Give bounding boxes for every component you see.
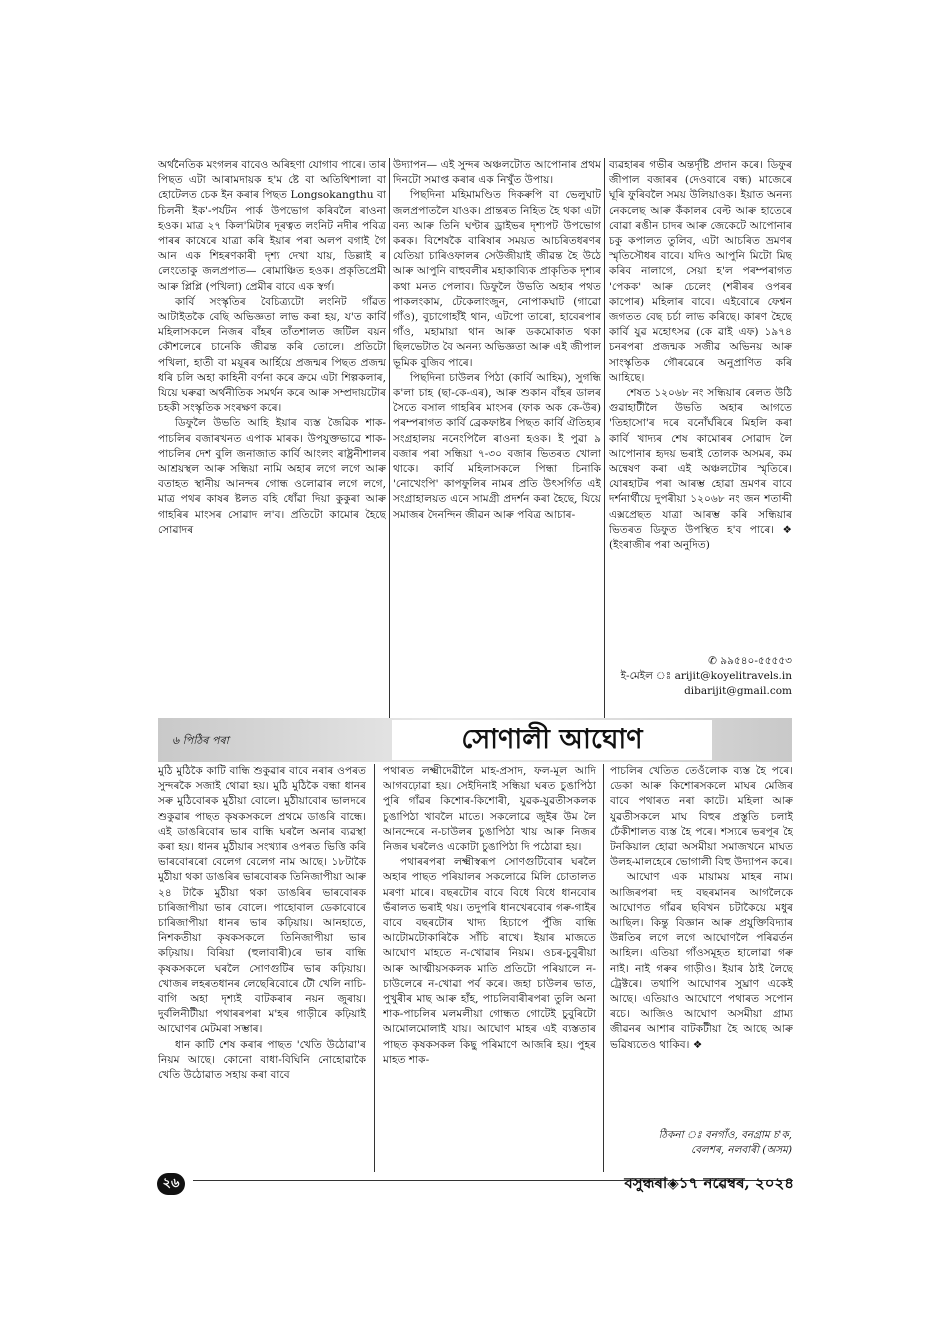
paragraph: ডিফুলৈ উভতি আহি ইয়াৰ ব্যস্ত জৈৱিক শাক-পাচলিৰ বজাৰখনত এপাক মাৰক। উপযুক্তভাৱে শাক-পাচলিৰ দেশ বুলি জনাজাত কাৰ্বি আংলং ৰাষ্ট্ৰনীশালৰ আশ্ৰয়স্থল আৰু সন্ধিয়া নামি অহাৰ লগে লগে আৰু বতাহত স্থানীয় আনন্দৰ গোন্ধ ওলোৱাৰ লগে লগে, মাত্ৰ পথৰ কাষৰ ষ্টলত বহি ধোঁৱা দিয়া কুকুৰা আৰু গাহৰিৰ মাংসৰ সোৱাদ ল'ব। প্ৰতিটো কামোৰ হৈছে সোৱাদৰ <box>158 417 386 536</box>
article-banner <box>158 718 792 762</box>
phone-number: ✆ ৯৯৫৪০-৫৫৫৫৩ <box>708 655 792 667</box>
article-title: সোণালী আঘোণ <box>392 720 712 760</box>
paragraph: ধান কাটি শেষ কৰাৰ পাছত 'খেতি উঠোৱা'ৰ নিয়ম আছে। কোনো বাধা-বিঘিনি নোহোৱাকৈ খেতি উঠোৱাত সহায় কৰা বাবে <box>158 1038 366 1082</box>
paragraph: পাচলিৰ খেতিত তেওঁলোক ব্যস্ত হৈ পৰে। ডেকা আৰু কিশোৰসকলে মাঘৰ মেজিৰ বাবে পথাৰত নৰা কাটে। মহিলা আৰু যুৱতীসকলে মাঘ বিহুৰ প্ৰস্তুতি চলাই ঢেঁকীশালত ব্যস্ত হৈ পৰে। শস্যৰে ভৰপূৰ হৈ টনকিয়াল হোৱা অসমীয়া সমাজখনে মাঘত উলহ-মালহেৰে ভোগালী বিহু উদ্যাপন কৰে। <box>610 765 793 869</box>
masthead: বসুন্ধৰা◈১৭ নৱেম্বৰ, ২০২৪ <box>624 1174 794 1192</box>
column-divider <box>603 764 604 1172</box>
paragraph: ব্যৱহাৰৰ গভীৰ অন্তৰ্দৃষ্টি প্ৰদান কৰে। ডিফুৰ জীপাল বজাৰৰ (দেওবাৰে বন্ধ) মাজেৰে ঘূৰি ফুৰিবলৈ সময় উলিয়াওক। ইয়াত অনন্য নেকলেছ আৰু কঁকালৰ বেল্ট আৰু হাতেৰে বোৱা ৰঙীন চাদৰ আৰু জেকেটে আপোনাৰ চকু কপালত তুলিব, এটা আচৰিত ভ্ৰমণৰ স্মৃতিসৌধৰ বাবে। যদিও আপুনি মিটো মিছ কৰিব নালাগে, সেয়া হ'ল পৰম্পৰাগত 'পেকক' আৰু চেলেং (শৰীৰৰ ওপৰৰ কাপোৰ) মহিলাৰ বাবে। এইবোৰে ফেশ্বন জগতত বেছ চৰ্চা লাভ কৰিছে। কাৰণ হৈছে কাৰ্বি যুৱ মহোৎসৱ (কে ৱাই এফ) ১৯৭৪ চনৰপৰা প্ৰজন্মক সজীৱ অভিনয় আৰু সাংস্কৃতিক গৌৰৱেৰে অনুপ্ৰাণিত কৰি আহিছে। <box>609 159 792 384</box>
column-divider <box>389 158 390 738</box>
column-divider <box>374 764 375 1172</box>
paragraph: শেষত ১২০৬৮ নং সন্ধিয়াৰ ৰেলত উঠি গুৱাহাটীলৈ উভতি অহাৰ আগতে 'তিহাসো'ৰ দৰে বনোঁৰ্ঘৰিৰে মিহলি কৰা কাৰ্বি খাদ্যৰ শেষ কামোৰৰ সোৱাদ লৈ আপোনাৰ হৃদয় ভৰাই তোলক অসমৰ, কম অন্বেষণ কৰা এই অঞ্চলটোৰ স্মৃতিৰে। যোৰহাটৰ পৰা আৰম্ভ হোৱা ভ্ৰমণৰ বাবে দৰ্শনাৰ্থীয়ে দুপৰীয়া ১২০৬৮ নং জন শতাব্দী এক্সপ্ৰেছত যাত্ৰা আৰম্ভ কৰি সন্ধিয়াৰ ভিতৰত ডিফুত উপস্থিত হ'ব পাৰে। ❖ (ইংৰাজীৰ পৰা অনুদিত) <box>609 387 792 552</box>
top-column-2 <box>393 158 601 736</box>
paragraph: অৰ্থনৈতিক মংগলৰ বাবেও অৰিহণা যোগাব পাৰে। তাৰ পিছত এটা আৰামদায়ক হ'ম ষ্টে বা অতিথিশালা বা হোটেলত চেক ইন কৰাৰ পিছত Longsokangthu বা চিলনী ইক'-পৰ্যটন পাৰ্ক উপভোগ কৰিবলৈ ৰাওনা হওক। মাত্ৰ ২৭ কিল'মিটাৰ দূৰত্বত লংনিট নদীৰ পবিত্ৰ পাৰৰ কাষেৰে যাত্ৰা কৰি ইয়াৰ পৰা অলপ বগাই গৈ আন এক শিহৰণকাৰী দৃশ্য দেখা যায়, ডিল্লাই ৰ লেংতোকু জলপ্ৰপাত— ৰোমাঞ্চিত হওক। প্ৰকৃতিপ্ৰেমী আৰু প্লিপ্লি (পখিলা) প্ৰেমীৰ বাবে এক স্বৰ্গ। <box>158 159 386 293</box>
bottom-column-3 <box>610 764 793 1116</box>
author-contact <box>612 654 792 699</box>
paragraph: পিছদিনা মহিমামণ্ডিত দিকৰুপি বা ভেলুঘাট জলপ্ৰপাতলৈ যাওক। প্ৰান্তৰত নিহিত হৈ থকা এটা বন্য আৰু তিনি ঘণ্টাৰ ড্ৰাইভৰ দৃশ্যপট উপভোগ কৰক। বিশেষকৈ বাৰিষাৰ সময়ত আচৰিতধৰণৰ যেতিয়া চাৰিওফালৰ সেউজীয়াই জীৱন্ত হৈ উঠে আৰু আপুনি বাহুবলীৰ মহাকাব্যিক প্ৰাকৃতিক দৃশ্যৰ কথা মনত পেলাব। ডিফুলৈ উভতি অহাৰ পথত পাকলংকাম, টেকেলাংজুন, নোপাকঘাট (গাৱো গাঁও), বুচাগোহাঁই থান, এটপো তাৰো, হাবেৰপাৰ গাঁও, মহামায়া থান আৰু ডকমোকাত থকা ছিলভেটাত বৈ অনন্য অভিজ্ঞতা আৰু এই জীপাল ভূমিক বুজিব পাৰে। <box>393 189 601 369</box>
continued-from-label: ৬ পিঠিৰ পৰা <box>172 734 229 747</box>
paragraph: পথাৰত লক্ষ্মীদেৱীলৈ মাহ-প্ৰসাদ, ফল-মূল আদি আগবঢ়োৱা হয়। সেইদিনাই সন্ধিয়া ঘৰত চুঙাপিঠা পুৰি গাঁৱৰ কিশোৰ-কিশোৰী, যুৱক-যুৱতীসকলক চুঙাপিঠা খাবলৈ মাতে। সকলোৱে জুইৰ উম লৈ আনন্দেৰে ন-চাউলৰ চুঙাপিঠা খায় আৰু নিজৰ নিজৰ ঘৰলৈও একোটা চুঙাপিঠা দি পঠোৱা হয়। <box>383 765 596 854</box>
paragraph: মুঠি মুঠিকৈ কাটি বান্ধি শুকুৱাৰ বাবে নৰাৰ ওপৰত সুন্দৰকৈ সজাই থোৱা হয়। মুঠি মুঠিকৈ বন্ধা ধানৰ সৰু মুঠিবোৰক মুঠীয়া বোলে। মুঠীয়াবোৰ ভালদৰে শুকুৱাৰ পাছত কৃষকসকলে প্ৰথমে ডাঙৰি বান্ধে। এই ডাঙৰিবোৰ ভাৰ বান্ধি ঘৰলৈ অনাৰ ব্যৱস্থা কৰা হয়। ধানৰ মুঠীয়াৰ সংখ্যাৰ ওপৰত ভিত্তি কৰি ভাৰবোৰৰো বেলেগ বেলেগ নাম আছে। ১৮টাকৈ মুঠীয়া থকা ডাঙৰিৰ ভাৰবোৰক তিনিজাপীয়া আৰু ২৪ টাকৈ মুঠীয়া থকা ডাঙৰিৰ ভাৰবোৰক চাৰিজাপীয়া ভাৰ বোলে। পাহোবাল ডেকাবোৰে চাৰিজাপীয়া ধানৰ ভাৰ কঢ়িয়ায়। আনহাতে, নিশকতীয়া কৃষকসকলে তিনিজাপীয়া ভাৰ কঢ়িয়ায়। বিৰিয়া (হুলাবাৰী)ৰে ভাৰ বান্ধি কৃষকসকলে ঘৰলৈ সোণগুটিৰ ভাৰ কঢ়িয়ায়। খোজৰ লহৰতধানৰ লেছেৰিবোৰে টৌ খেলি নাচি-বাগি অহা দৃশ্যই বাটকৰাৰ নয়ন জুৰায়। দুৰ্বলিনীটীয়া পথাৰৰপৰা ম'হৰ গাড়ীৰে কঢ়িয়াই আঘোণৰ মেটমৰা সম্ভাৰ। <box>158 765 366 1036</box>
email-address-2: dibarijit@gmail.com <box>684 685 792 697</box>
top-column-3 <box>609 158 792 648</box>
column-divider <box>604 158 605 738</box>
top-column-1 <box>158 158 386 736</box>
bottom-column-1 <box>158 764 366 1172</box>
bottom-column-2 <box>383 764 596 1172</box>
email-address: ই-মেইল ঃ arijit@koyelitravels.in <box>620 670 792 682</box>
paragraph: পথাৰৰপৰা লক্ষ্মীস্বৰূপ সোণগুটিবোৰ ঘৰলৈ অহাৰ পাছত পৰিয়ালৰ সকলোৱে মিলি চোতালত মৰণা মাৰে। বছৰটোৰ বাবে বিধে বিধে ধানবোৰ ভঁৰালত ভৰাই থয়। তদুপৰি ধানখেৰবোৰ গৰু-গাইৰ বাবে বছৰটোৰ খাদ্য হিচাপে পুঁজি বান্ধি আটোমটোকাৰিকৈ সাঁচি ৰাখে। ইয়াৰ মাজতে আঘোণ মাহতে ন-খোৱাৰ নিয়ম। ওচৰ-চুবুৰীয়া আৰু আত্মীয়সকলক মাতি প্ৰতিটো পৰিয়ালে ন-চাউলেৰে ন-খোৱা পৰ্ব কৰে। জহা চাউলৰ ভাত, পুখুৰীৰ মাছ আৰু হাঁহ, পাচলিবাৰীৰপৰা তুলি অনা শাক-পাচলিৰ মলমলীয়া গোন্ধত গোটেই চুবুৰিটো আমোলমোলাই যায়। আঘোণ মাহৰ এই ব্যস্ততাৰ পাছত কৃষকসকল কিছু পৰিমাণে আজৰি হয়। পুহৰ মাহত শাক- <box>383 856 596 1066</box>
paragraph: উদ্যাপন— এই সুন্দৰ অঞ্চলটোত আপোনাৰ প্ৰথম দিনটো সমাপ্ত কৰাৰ এক নিখুঁত উপায়। <box>393 159 601 187</box>
paragraph: কাৰ্বি সংস্কৃতিৰ বৈচিত্ৰ্যটো লংনিট গাঁৱত আটাইতকৈ বেছি অভিজ্ঞতা লাভ কৰা হয়, য'ত কাৰ্বি মহিলাসকলে নিজৰ বাঁহৰ তাঁতশালত জটিল বয়ন কৌশলেৰে চানেকি জীৱন্ত কৰি তোলে। প্ৰতিটো পখিলা, হাতী বা ময়ূৰৰ আৰ্হিয়ে প্ৰজন্মৰ পিছত প্ৰজন্ম ধৰি চলি অহা কাহিনী বৰ্ণনা কৰে ক্ৰমে এটা শিল্পকলাৰ, যিয়ে ঘৰুৱা অৰ্থনীতিক সমৰ্থন কৰে আৰু সম্প্ৰদায়টোৰ চহকী সংস্কৃতিক সংৰক্ষণ কৰে। <box>158 295 386 415</box>
address-line-1: ঠিকনা ঃ বনগাঁও, বনগ্ৰাম চ'ক, <box>658 1129 792 1141</box>
paragraph: আঘোণ এক মায়াময় মাহৰ নাম। আজিৰপৰা দহ বছৰমানৰ আগলৈকে আঘোণত গাঁৱৰ ছবিখন চটাকৈয়ে মধুৰ আছিল। কিন্তু বিজ্ঞান আৰু প্ৰযুক্তিবিদ্যাৰ উন্নতিৰ লগে লগে আঘোণলৈ পৰিৱৰ্তন আহিল। এতিয়া গাঁওসমূহত হালোৱা গৰু নাই। নাই গৰুৰ গাড়ীও। ইয়াৰ ঠাই লৈছে ট্ৰেক্টৰে। তথাপি আঘোণৰ সুঘ্ৰাণ একেই আছে। এতিয়াও আঘোণে পথাৰত সপোন ৰচে। আজিও আঘোণ অসমীয়া গ্ৰাম্য জীৱনৰ আশাৰ বাটকটীয়া হৈ আছে আৰু ভৱিষ্যতেও থাকিব। ❖ <box>610 871 793 1051</box>
paragraph: পিছদিনা চাউলৰ পিঠা (কাৰ্বি আহিম), সুগন্ধি ক'লা চাহ (ছা-কে-এৰ), আৰু শুকান বাঁহৰ ডালৰ সৈতে বসাল গাহৰিৰ মাংসৰ (ফাক অক কে-উৰ) পৰম্পৰাগত কাৰ্বি ব্ৰেকফাষ্টৰ পিছত কাৰ্বি ঐতিহ্যৰ সংগ্ৰহালয় ননেংপিলৈ ৰাওনা হওক। ই পুৱা ৯ বজাৰ পৰা সন্ধিয়া ৭-৩০ বজাৰ ভিতৰত খোলা থাকে। কাৰ্বি মহিলাসকলে পিন্ধা চিনাকি 'নোখেংপি' কাপফুলিৰ নামৰ প্ৰতি উৎসৰ্গিত এই সংগ্ৰাহালয়ত এনে সামগ্ৰী প্ৰদৰ্শন কৰা হৈছে, যিয়ে সমাজৰ দৈনন্দিন জীৱন আৰু পবিত্ৰ আচাৰ- <box>393 371 601 521</box>
author-address <box>612 1128 792 1158</box>
page-number: ২৬ <box>157 1173 185 1195</box>
address-line-2: বেলশৰ, নলবাৰী (অসম) <box>691 1144 792 1156</box>
